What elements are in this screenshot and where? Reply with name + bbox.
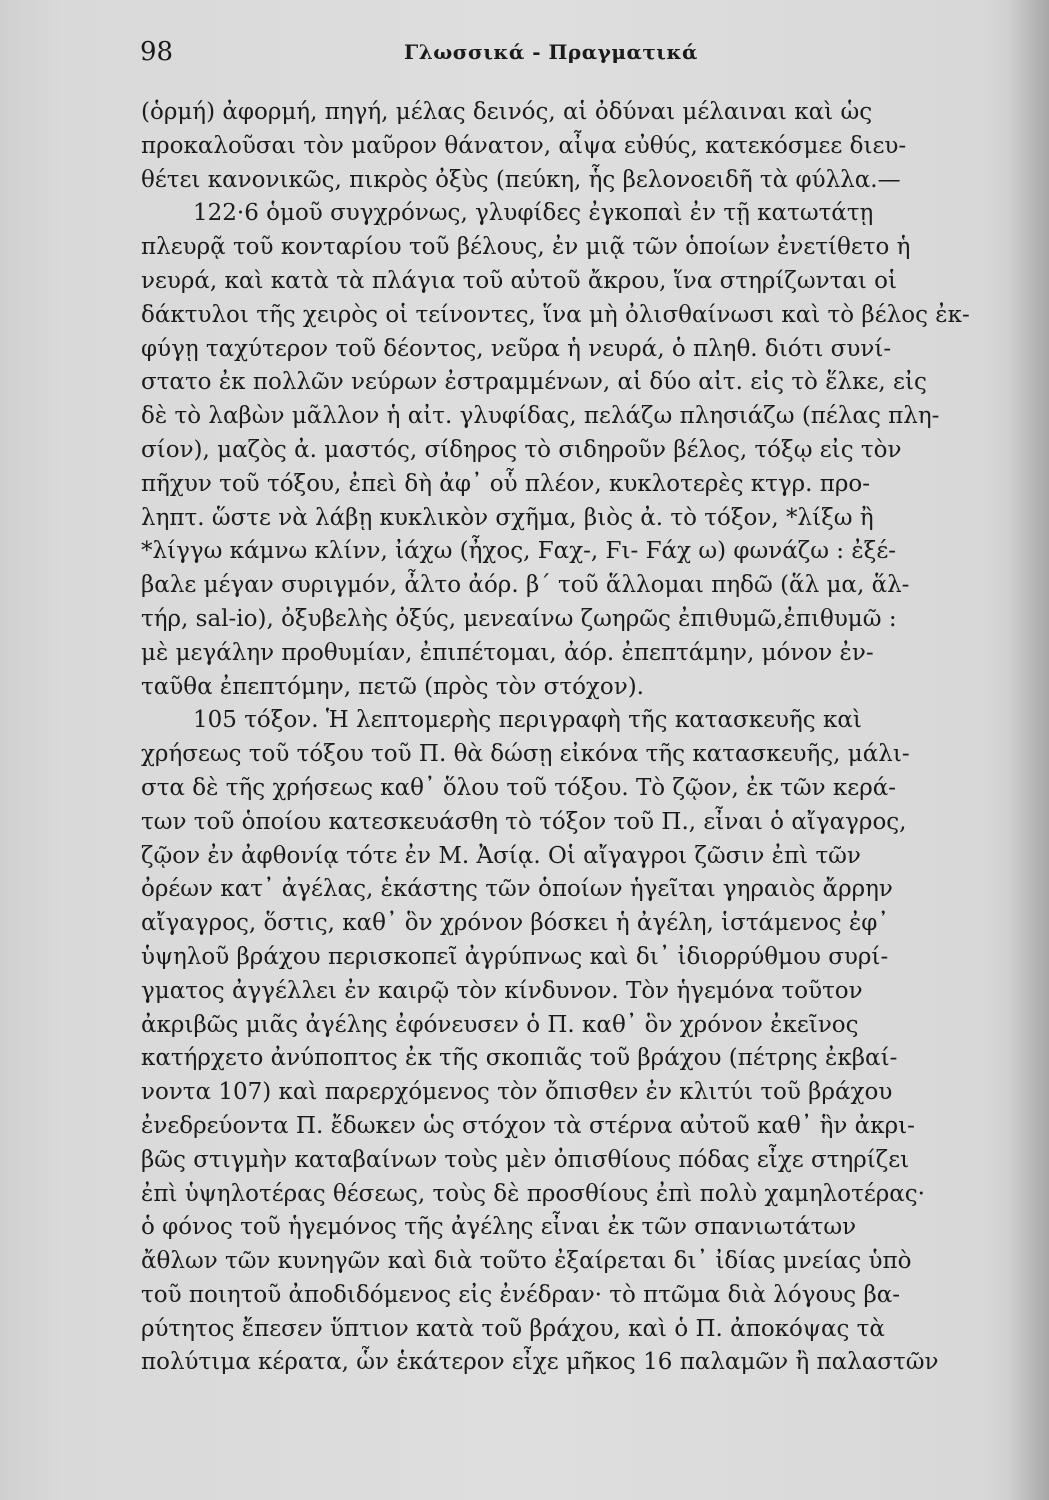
page-number: 98 <box>140 37 174 67</box>
text-line: χρήσεως τοῦ τόξου τοῦ Π. θὰ δώσῃ εἰκόνα τῆς κατασκευῆς, μάλι- <box>141 741 910 768</box>
text-line: πολύτιμα κέρατα, ὧν ἑκάτερον εἶχε μῆκος 16 παλαμῶν ἢ παλαστῶν <box>141 1349 939 1376</box>
text-line: (ὁρμή) ἀφορμή, πηγή, μέλας δεινός, αἱ ὀδύναι μέλαιναι καὶ ὡς <box>141 99 873 125</box>
text-line: 105 τόξον. Ἡ λεπτομερὴς περιγραφὴ τῆς κατασκευῆς καὶ <box>193 707 862 734</box>
text-line: ληπτ. ὥστε νὰ λάβῃ κυκλικὸν σχῆμα, βιὸς ἀ. τὸ τόξον, *λίξω ἢ <box>141 504 874 531</box>
text-line: δὲ τὸ λαβὼν μᾶλλον ἡ αἰτ. γλυφίδας, πελάζω πλησιάζω (πέλας πλη- <box>141 403 940 430</box>
text-line: κατήρχετο ἀνύποπτος ἐκ τῆς σκοπιᾶς τοῦ βράχου (πέτρης ἐκβαί- <box>141 1045 898 1072</box>
text-line: ἀκριβῶς μιᾶς ἀγέλης ἐφόνευσεν ὁ Π. καθ᾽ ὃν χρόνον ἐκεῖνος <box>141 1011 859 1038</box>
text-line: μὲ μεγάλην προθυμίαν, ἐπιπέτομαι, ἀόρ. ἐπεπτάμην, μόνον ἐν- <box>141 639 874 666</box>
text-line: των τοῦ ὁποίου κατεσκευάσθη τὸ τόξον τοῦ Π., εἶναι ὁ αἴγαγρος, <box>141 808 907 835</box>
text-line: γματος ἀγγέλλει ἐν καιρῷ τὸν κίνδυνον. Τὸν ἡγεμόνα τοῦτον <box>141 977 863 1004</box>
text-line: πλευρᾷ τοῦ κονταρίου τοῦ βέλους, ἐν μιᾷ τῶν ὁποίων ἐνετίθετο ἡ <box>141 234 911 261</box>
text-line: 122·6 ὁμοῦ συγχρόνως, γλυφίδες ἐγκοπαὶ ἐν τῇ κατωτάτῃ <box>193 200 874 227</box>
body-text <box>141 96 1021 1380</box>
text-line: ὁ φόνος τοῦ ἡγεμόνος τῆς ἀγέλης εἶναι ἐκ τῶν σπανιωτάτων <box>141 1214 857 1241</box>
paragraph-2 <box>141 704 1021 1380</box>
text-line: βαλε μέγαν συριγμόν, ἆλτο ἀόρ. β´ τοῦ ἅλλομαι πηδῶ (ἅλ μα, ἅλ- <box>141 572 910 599</box>
text-line: ἐνεδρεύοντα Π. ἔδωκεν ὡς στόχον τὰ στέρνα αὐτοῦ καθ᾽ ἣν ἀκρι- <box>141 1112 915 1139</box>
text-line: στα δὲ τῆς χρήσεως καθ᾽ ὅλου τοῦ τόξου. Τὸ ζῷον, ἐκ τῶν κερά- <box>141 774 897 801</box>
text-line: φύγῃ ταχύτερον τοῦ δέοντος, νεῦρα ἡ νευρά, ὁ πληθ. διότι συνί- <box>141 335 892 362</box>
text-line: ἐπὶ ὑψηλοτέρας θέσεως, τοὺς δὲ προσθίους ἐπὶ πολὺ χαμηλοτέρας· <box>141 1180 925 1207</box>
text-line: στατο ἐκ πολλῶν νεύρων ἐστραμμένων, αἱ δύο αἰτ. εἰς τὸ ἕλκε, εἰς <box>141 369 927 396</box>
page-header <box>0 34 1049 70</box>
text-line: τοῦ ποιητοῦ ἀποδιδόμενος εἰς ἐνέδραν· τὸ πτῶμα διὰ λόγους βα- <box>141 1281 901 1308</box>
text-line: τήρ, sal-io), ὀξυβελὴς ὀξύς, μενεαίνω ζωηρῶς ἐπιθυμῶ,ἐπιθυμῶ : <box>141 605 897 632</box>
text-line: νοντα 107) καὶ παρερχόμενος τὸν ὄπισθεν ἐν κλιτύι τοῦ βράχου <box>141 1079 893 1106</box>
text-line: βῶς στιγμὴν καταβαίνων τοὺς μὲν ὀπισθίους πόδας εἶχε στηρίζει <box>141 1146 910 1173</box>
text-line: ἄθλων τῶν κυνηγῶν καὶ διὰ τοῦτο ἐξαίρεται δι᾽ ἰδίας μνείας ὑπὸ <box>141 1248 912 1275</box>
text-line: προκαλοῦσαι τὸν μαῦρον θάνατον, αἶψα εὐθύς, κατεκόσμεε διευ- <box>141 132 907 159</box>
running-title: Γλωσσικά - Πραγματικά <box>404 40 698 64</box>
text-line: θέτει κανονικῶς, πικρὸς ὀξὺς (πεύκη, ἧς βελονοειδῆ τὰ φύλλα.— <box>141 166 901 193</box>
text-line: ὀρέων κατ᾽ ἀγέλας, ἑκάστης τῶν ὁποίων ἡγεῖται γηραιὸς ἄρρην <box>141 876 893 903</box>
paragraph-1 <box>141 96 1021 704</box>
text-line: αἴγαγρος, ὅστις, καθ᾽ ὃν χρόνον βόσκει ἡ ἀγέλη, ἱστάμενος ἐφ᾽ <box>141 910 889 937</box>
text-line: ταῦθα ἐπεπτόμην, πετῶ (πρὸς τὸν στόχον). <box>141 673 644 700</box>
text-line: πῆχυν τοῦ τόξου, ἐπεὶ δὴ ἀφ᾽ οὗ πλέον, κυκλοτερὲς κτγρ. προ- <box>141 470 871 497</box>
text-line: ὑψηλοῦ βράχου περισκοπεῖ ἀγρύπνως καὶ δι᾽ ἰδιορρύθμου συρί- <box>141 943 889 970</box>
text-line: δάκτυλοι τῆς χειρὸς οἱ τείνοντες, ἵνα μὴ ὀλισθαίνωσι καὶ τὸ βέλος ἐκ- <box>141 301 970 328</box>
text-line: ρύτητος ἔπεσεν ὕπτιον κατὰ τοῦ βράχου, καὶ ὁ Π. ἀποκόψας τὰ <box>141 1315 885 1342</box>
text-line: *λίγγω κάμνω κλίνν, ἰάχω (ἦχος, Ϝαχ-, Ϝι- Ϝάχ ω) φωνάζω : ἐξέ- <box>141 538 897 565</box>
text-line: νευρά, καὶ κατὰ τὰ πλάγια τοῦ αὐτοῦ ἄκρου, ἵνα στηρίζωνται οἱ <box>141 267 898 294</box>
text-line: σίον), μαζὸς ἀ. μαστός, σίδηρος τὸ σιδηροῦν βέλος, τόξῳ εἰς τὸν <box>141 436 902 463</box>
text-line: ζῷον ἐν ἀφθονίᾳ τότε ἐν Μ. Ἀσίᾳ. Οἱ αἴγαγροι ζῶσιν ἐπὶ τῶν <box>141 842 861 869</box>
